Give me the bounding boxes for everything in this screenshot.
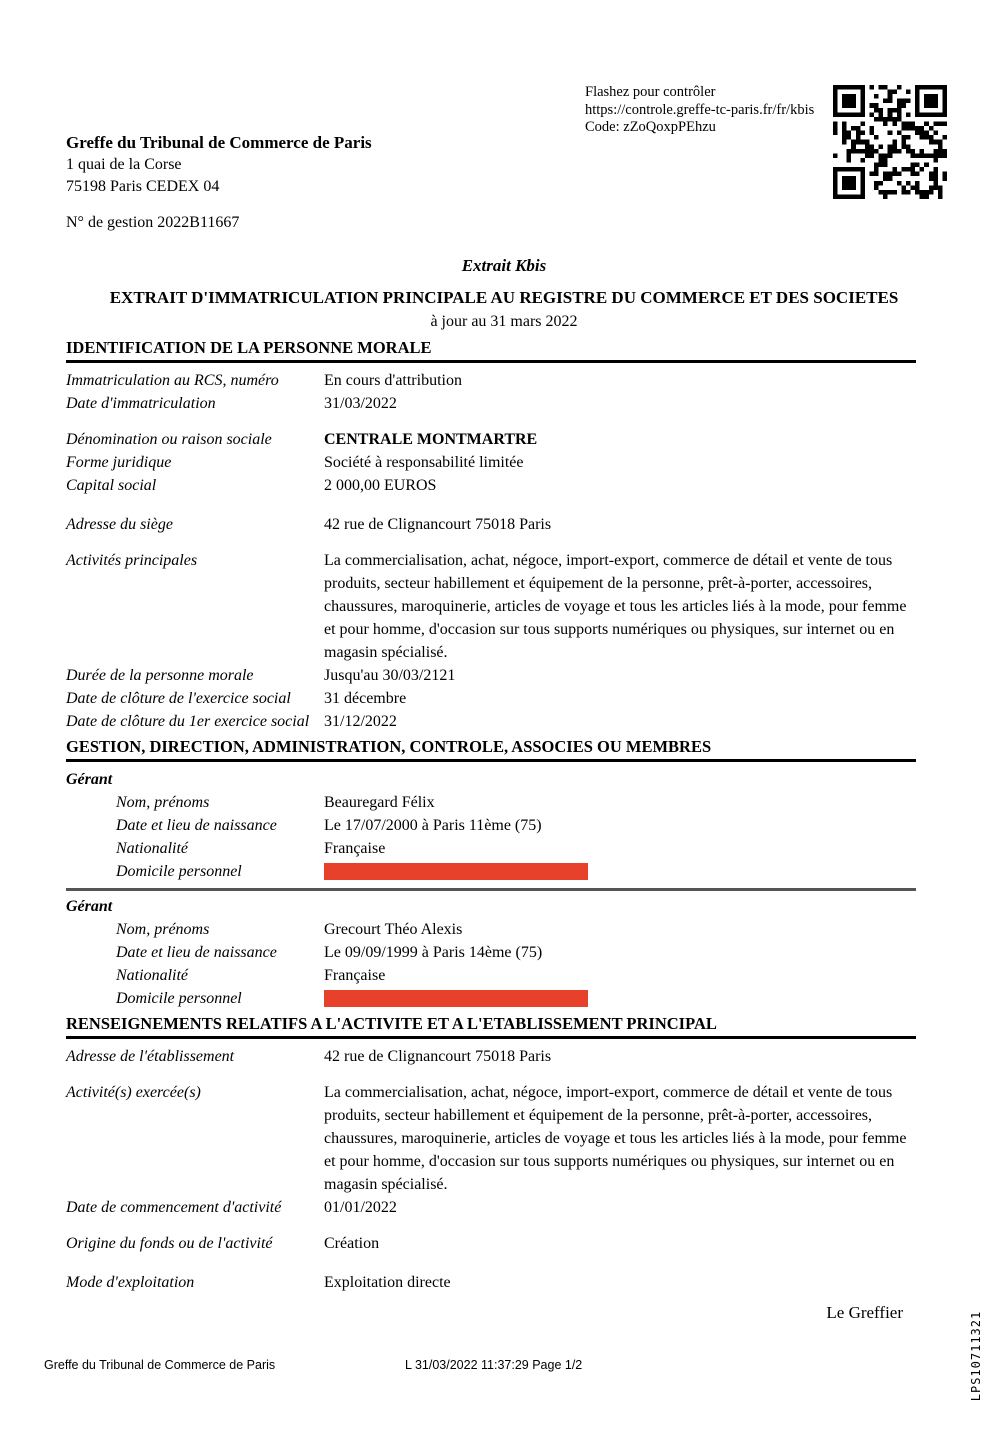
qr-code-icon (833, 85, 947, 199)
field-label: Immatriculation au RCS, numéro (66, 372, 279, 389)
field-label: Date de clôture de l'exercice social (66, 690, 291, 707)
redaction-block (324, 863, 588, 880)
field-label: Date de commencement d'activité (66, 1199, 282, 1216)
field-label: Date et lieu de naissance (116, 817, 277, 834)
field-row (66, 814, 916, 837)
field-value: Française (324, 840, 386, 857)
section-heading-gestion: GESTION, DIRECTION, ADMINISTRATION, CONTROLE, ASSOCIES OU MEMBRES (66, 737, 916, 762)
qr-caption-url: https://controle.greffe-tc-paris.fr/fr/kbis (585, 101, 815, 118)
field-row (66, 451, 916, 474)
field-label: Origine du fonds ou de l'activité (66, 1235, 273, 1252)
field-row (66, 860, 916, 883)
field-label: Adresse de l'établissement (66, 1048, 235, 1065)
field-label: Forme juridique (66, 454, 172, 471)
field-row (66, 791, 916, 814)
footer-timestamp-page: L 31/03/2022 11:37:29 Page 1/2 (405, 1358, 583, 1372)
field-value (324, 860, 916, 883)
field-value: Jusqu'au 30/03/2121 (324, 667, 456, 684)
field-value: En cours d'attribution (324, 372, 462, 389)
field-row (66, 369, 916, 392)
signature-title: Le Greffier (826, 1303, 903, 1322)
field-value: Le 09/09/1999 à Paris 14ème (75) (324, 944, 543, 961)
field-label: Durée de la personne morale (66, 667, 254, 684)
manager-role: Gérant (66, 771, 113, 788)
field-value: La commercialisation, achat, négoce, import-export, commerce de détail et vente de tous produits, secteur habillement et équipement de la personne, prêt-à-porter, accessoires, chaussures, maroquinerie, articles de voyage et tous les articles liés à la mode, pour femme et pour homme, d'occasion sur tous supports numériques ou physiques, sur internet ou en magasin spécialisé. (324, 552, 907, 661)
field-row (66, 918, 916, 941)
field-label: Nom, prénoms (116, 921, 210, 938)
field-label: Dénomination ou raison sociale (66, 431, 272, 448)
field-label: Date de clôture du 1er exercice social (66, 713, 310, 730)
qr-caption-code: Code: zZoQoxpPEhzu (585, 119, 716, 135)
field-value: Beauregard Félix (324, 794, 435, 811)
gestion-number: N° de gestion 2022B11667 (66, 214, 240, 231)
footer-issuer: Greffe du Tribunal de Commerce de Paris (44, 1358, 276, 1372)
field-value: Création (324, 1235, 380, 1252)
field-row (66, 474, 916, 497)
field-row (66, 987, 916, 1010)
issuer-address-block (66, 132, 372, 198)
etablissement-rows (66, 1045, 916, 1294)
field-value: Société à responsabilité limitée (324, 454, 524, 471)
field-label: Domicile personnel (116, 990, 242, 1007)
field-value: 2 000,00 EUROS (324, 477, 437, 494)
field-row (66, 837, 916, 860)
field-value: 42 rue de Clignancourt 75018 Paris (324, 1048, 552, 1065)
field-row (66, 964, 916, 987)
field-value: 31 décembre (324, 690, 407, 707)
qr-caption (585, 84, 814, 137)
field-row (66, 710, 916, 733)
field-label: Activité(s) exercée(s) (66, 1084, 201, 1101)
field-value: Le 17/07/2000 à Paris 11ème (75) (324, 817, 542, 834)
field-value: 01/01/2022 (324, 1199, 397, 1216)
side-reference-code: LPS10711321 (969, 1310, 983, 1402)
field-row (66, 428, 916, 451)
field-label: Activités principales (66, 552, 198, 569)
manager-separator (66, 888, 916, 891)
field-row (66, 549, 916, 664)
field-row (66, 1045, 916, 1068)
manager-role: Gérant (66, 898, 113, 915)
field-row (66, 1271, 916, 1294)
field-value: Grecourt Théo Alexis (324, 921, 463, 938)
field-label: Date d'immatriculation (66, 395, 216, 412)
field-label: Date et lieu de naissance (116, 944, 277, 961)
document-body (66, 338, 916, 1294)
field-label: Domicile personnel (116, 863, 242, 880)
section-heading-identification: IDENTIFICATION DE LA PERSONNE MORALE (66, 338, 916, 363)
issuer-address-line2: 75198 Paris CEDEX 04 (66, 178, 220, 195)
field-label: Nationalité (116, 840, 188, 857)
field-label: Mode d'exploitation (66, 1274, 195, 1291)
document-title: EXTRAIT D'IMMATRICULATION PRINCIPALE AU REGISTRE DU COMMERCE ET DES SOCIETES (109, 288, 899, 307)
field-value: Exploitation directe (324, 1274, 451, 1291)
field-row (66, 941, 916, 964)
company-name-value: CENTRALE MONTMARTRE (324, 431, 538, 448)
manager-block (66, 768, 916, 883)
field-row (66, 513, 916, 536)
field-row (66, 1196, 916, 1219)
manager-block (66, 895, 916, 1010)
issuer-name: Greffe du Tribunal de Commerce de Paris (66, 133, 372, 152)
field-value: Française (324, 967, 386, 984)
redaction-block (324, 990, 588, 1007)
section-heading-etablissement: RENSEIGNEMENTS RELATIFS A L'ACTIVITE ET A L'ETABLISSEMENT PRINCIPAL (66, 1014, 916, 1039)
field-value: 42 rue de Clignancourt 75018 Paris (324, 516, 552, 533)
field-label: Nom, prénoms (116, 794, 210, 811)
document-as-of-date: à jour au 31 mars 2022 (430, 313, 578, 330)
field-label: Capital social (66, 477, 157, 494)
field-row (66, 392, 916, 415)
identification-rows (66, 369, 916, 733)
field-value: 31/03/2022 (324, 395, 397, 412)
field-value (324, 987, 916, 1010)
field-value: La commercialisation, achat, négoce, import-export, commerce de détail et vente de tous produits, secteur habillement et équipement de la personne, prêt-à-porter, accessoires, chaussures, maroquinerie, articles de voyage et tous les articles liés à la mode, pour femme et pour homme, d'occasion sur tous supports numériques ou physiques, sur internet ou en magasin spécialisé. (324, 1084, 907, 1193)
field-value: 31/12/2022 (324, 713, 397, 730)
field-label: Nationalité (116, 967, 188, 984)
field-row (66, 664, 916, 687)
field-row (66, 687, 916, 710)
issuer-address-line1: 1 quai de la Corse (66, 156, 182, 173)
field-row (66, 1232, 916, 1255)
qr-caption-line1: Flashez pour contrôler (585, 84, 716, 100)
field-row (66, 1081, 916, 1196)
gestion-rows (66, 768, 916, 1010)
document-subtitle: Extrait Kbis (461, 256, 547, 275)
field-label: Adresse du siège (66, 516, 173, 533)
